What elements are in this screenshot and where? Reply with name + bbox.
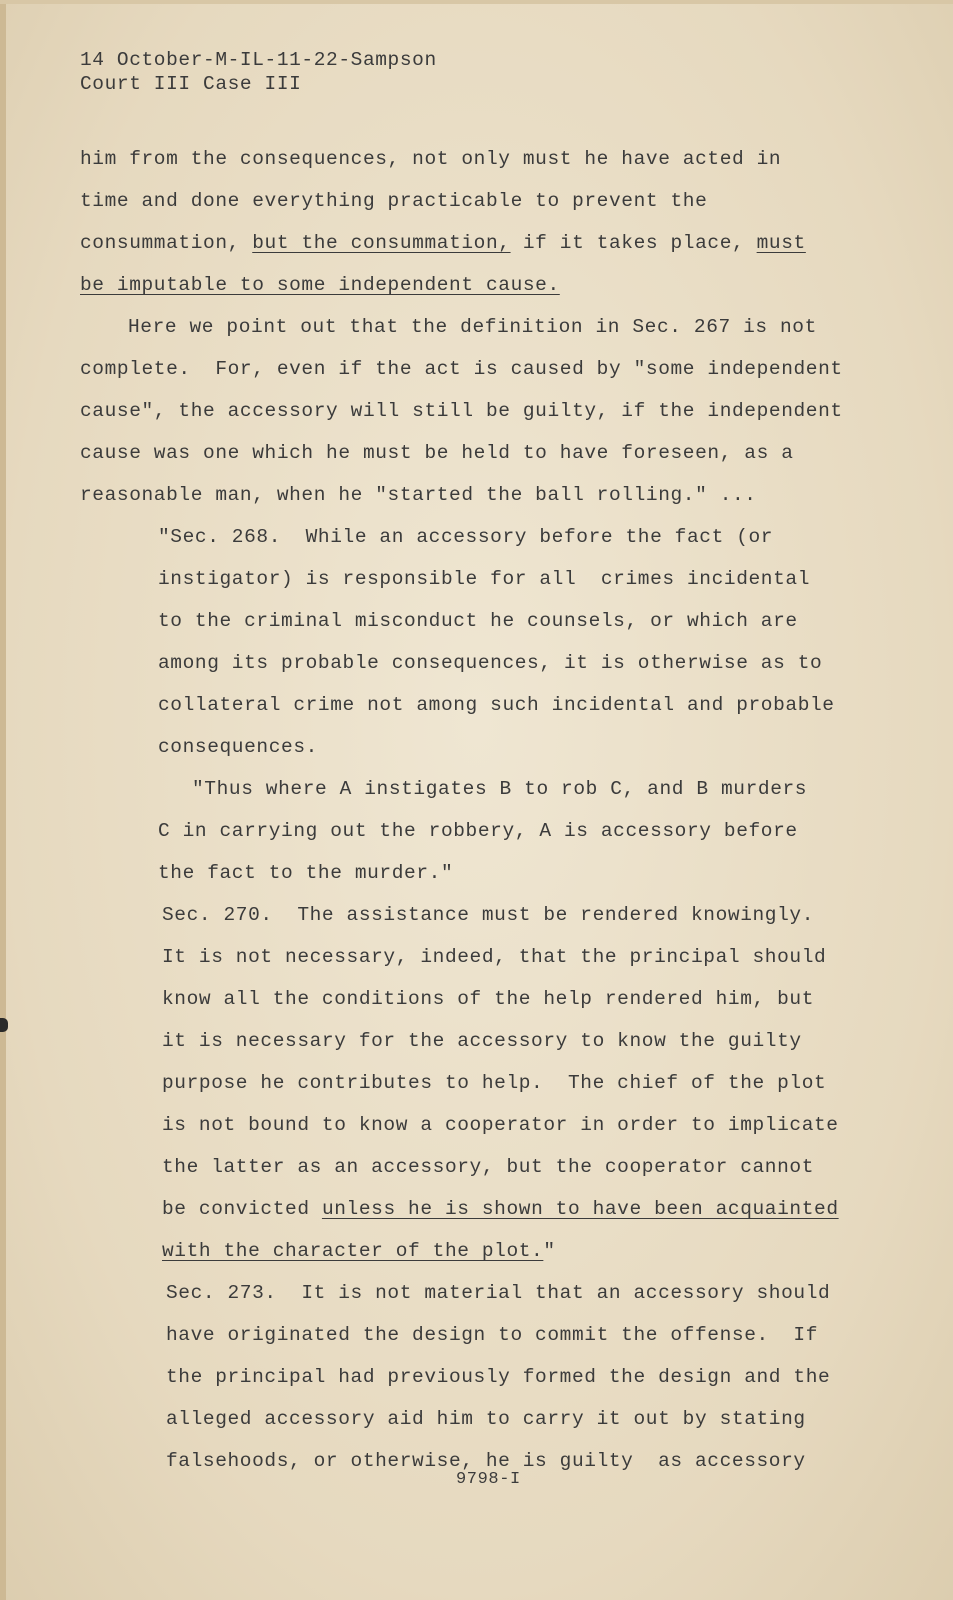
text-line: it is necessary for the accessory to know the guilty	[162, 1030, 802, 1052]
text-line: cause was one which he must be held to have foreseen, as a	[80, 442, 794, 464]
text-line: "Thus where A instigates B to rob C, and B murders	[192, 778, 808, 800]
page-number: 9798-I	[456, 1470, 521, 1489]
text-line: to the criminal misconduct he counsels, or which are	[158, 610, 798, 632]
text-line: purpose he contributes to help. The chief of the plot	[162, 1072, 827, 1094]
underlined-text: be imputable to some independent cause.	[80, 274, 560, 296]
text-line: falsehoods, or otherwise, he is guilty as accessory	[166, 1450, 806, 1472]
text-line: the principal had previously formed the design and the	[166, 1366, 831, 1388]
text-segment: consummation,	[80, 232, 253, 254]
text-line: him from the consequences, not only must he have acted in	[80, 148, 782, 170]
page-top-edge	[0, 0, 953, 4]
text-line: "Sec. 268. While an accessory before the fact (or	[158, 526, 774, 548]
text-line: the latter as an accessory, but the cooperator cannot	[162, 1156, 815, 1178]
underlined-text: must	[756, 232, 806, 254]
text-line: reasonable man, when he "started the ball rolling." ...	[80, 484, 757, 506]
text-line: C in carrying out the robbery, A is accessory before	[158, 820, 798, 842]
text-line: among its probable consequences, it is otherwise as to	[158, 652, 823, 674]
underlined-text: but the consummation,	[252, 232, 511, 254]
margin-punch-mark	[0, 1018, 8, 1032]
text-line: collateral crime not among such incidental and probable	[158, 694, 835, 716]
text-line	[162, 1198, 839, 1220]
text-line: alleged accessory aid him to carry it out by stating	[166, 1408, 806, 1430]
text-line: complete. For, even if the act is caused by "some independent	[80, 358, 843, 380]
document-header	[80, 48, 437, 96]
text-line: have originated the design to commit the offense. If	[166, 1324, 819, 1346]
underlined-text: with the character of the plot.	[162, 1240, 544, 1262]
text-line	[162, 1240, 556, 1262]
text-segment: if it takes place,	[510, 232, 757, 254]
underlined-text: unless he is shown to have been acquainted	[321, 1198, 839, 1220]
text-line: Sec. 273. It is not material that an accessory should	[166, 1282, 831, 1304]
text-line: cause", the accessory will still be guilty, if the independent	[80, 400, 843, 422]
text-line: time and done everything practicable to prevent the	[80, 190, 708, 212]
text-line: the fact to the murder."	[158, 862, 454, 884]
text-line	[80, 274, 560, 296]
text-line: consequences.	[158, 736, 318, 758]
text-segment: be convicted	[162, 1198, 322, 1220]
page-edge-shadow	[0, 0, 6, 1600]
text-line: Sec. 270. The assistance must be rendered knowingly.	[162, 904, 815, 926]
header-line-1: 14 October-M-IL-11-22-Sampson	[80, 49, 437, 71]
text-line: know all the conditions of the help rendered him, but	[162, 988, 815, 1010]
text-line: It is not necessary, indeed, that the principal should	[162, 946, 827, 968]
text-line: is not bound to know a cooperator in order to implicate	[162, 1114, 839, 1136]
text-segment: "	[543, 1240, 556, 1262]
text-line	[80, 232, 806, 254]
header-line-2: Court III Case III	[80, 73, 302, 95]
text-line: instigator) is responsible for all crimes incidental	[158, 568, 811, 590]
text-line: Here we point out that the definition in Sec. 267 is not	[128, 316, 817, 338]
